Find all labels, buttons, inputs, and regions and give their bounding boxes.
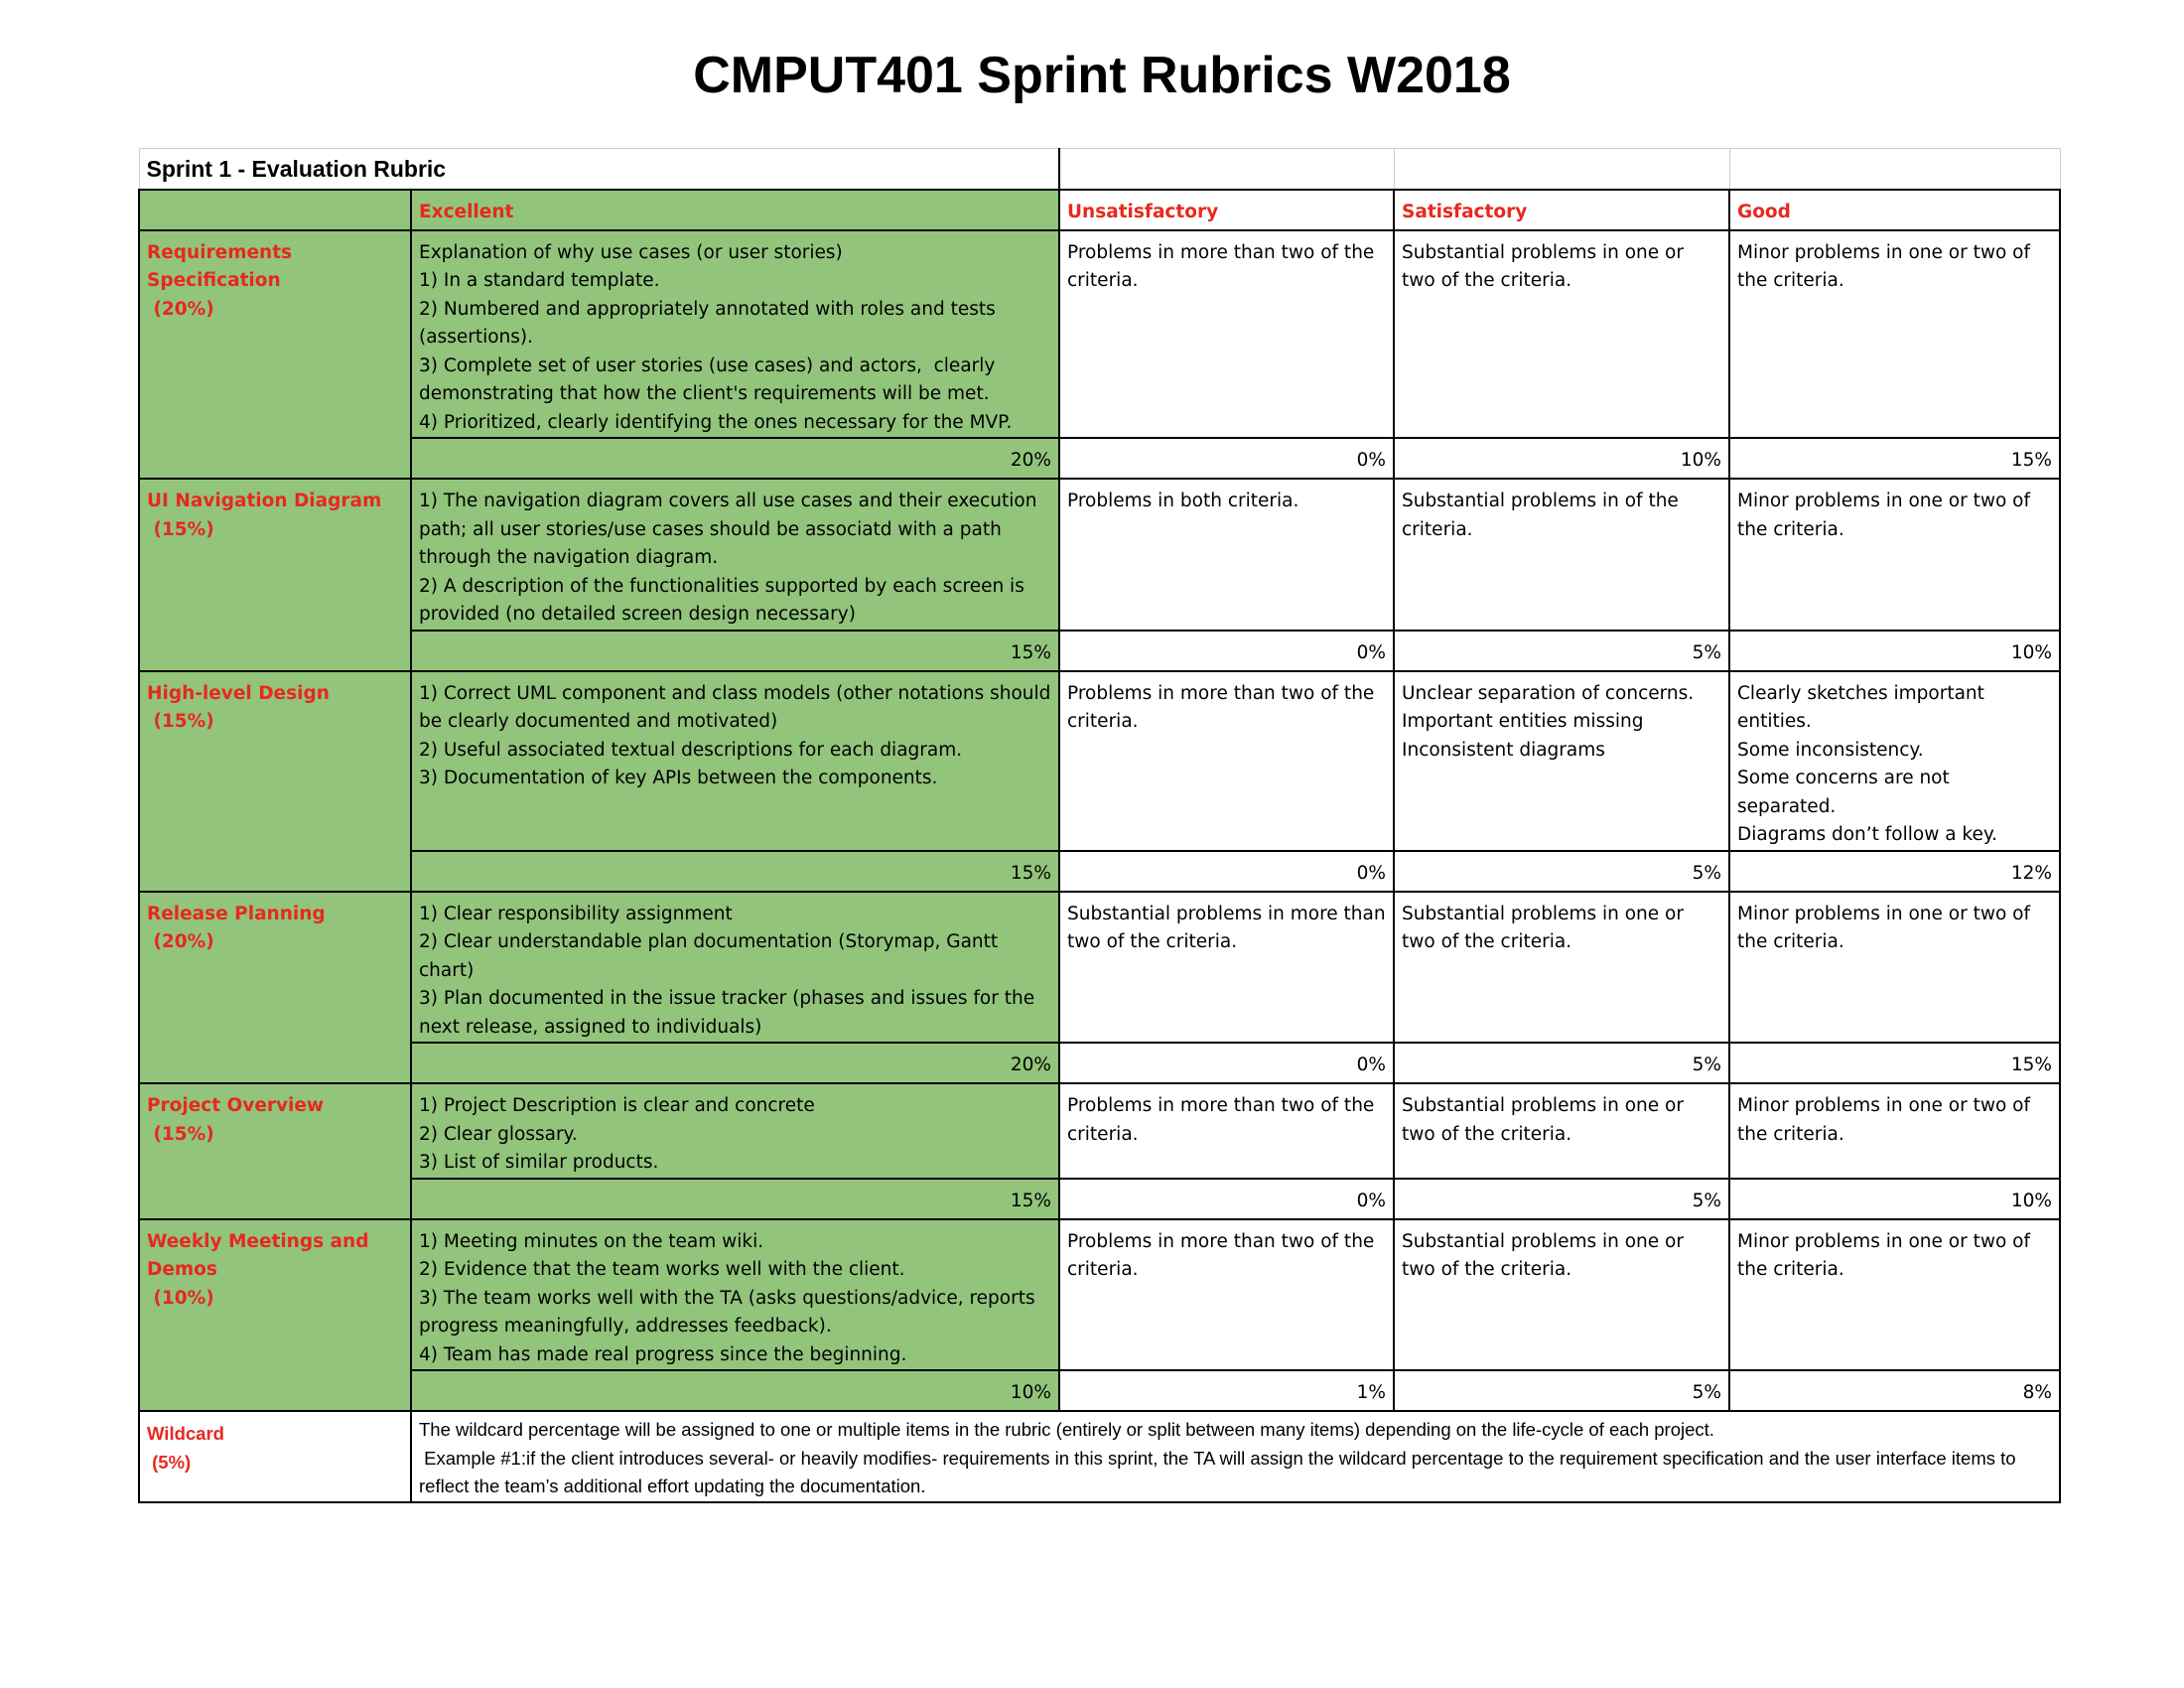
- excellent-line: 1) Clear responsibility assignment: [419, 903, 733, 924]
- wildcard-name-line: Wildcard: [147, 1423, 224, 1444]
- score-unsatisfactory: 0%: [1059, 631, 1394, 671]
- criterion-row: [139, 1083, 2060, 1179]
- excellent-description: [411, 892, 1059, 1044]
- satisfactory-description: [1394, 671, 1729, 851]
- criterion-name-line: Release Planning: [147, 903, 326, 924]
- criterion-name-line: Demos: [147, 1259, 217, 1280]
- score-good: 15%: [1729, 1043, 2060, 1083]
- score-satisfactory: 5%: [1394, 1370, 1729, 1411]
- score-excellent: 20%: [411, 438, 1059, 479]
- score-unsatisfactory: 0%: [1059, 1043, 1394, 1083]
- good-line: Some inconsistency.: [1737, 739, 1924, 761]
- criterion-row: [139, 671, 2060, 851]
- satisfactory-line: Inconsistent diagrams: [1402, 739, 1605, 761]
- score-good: 15%: [1729, 438, 2060, 479]
- unsatisfactory-description: Problems in more than two of the criteria.: [1059, 671, 1394, 851]
- score-excellent: 15%: [411, 631, 1059, 671]
- blank-header-cell: [1394, 149, 1729, 190]
- excellent-line: Explanation of why use cases (or user stories): [419, 241, 843, 263]
- unsatisfactory-description: Problems in more than two of the criteria.: [1059, 1083, 1394, 1179]
- wildcard-description: [411, 1411, 2060, 1502]
- criteria-header-cell: [139, 190, 411, 230]
- good-line: Minor problems in one or two of the criteria.: [1737, 903, 2036, 952]
- criterion-name: [139, 479, 411, 671]
- good-line: Some concerns are not separated.: [1737, 768, 1956, 817]
- column-header-good: Good: [1729, 190, 2060, 230]
- satisfactory-line: Unclear separation of concerns.: [1402, 682, 1695, 704]
- good-line: Minor problems in one or two of the criteria.: [1737, 491, 2036, 540]
- excellent-line: 3) Plan documented in the issue tracker (phases and issues for the next release, assigned to individuals): [419, 988, 1040, 1038]
- satisfactory-description: Substantial problems in one or two of the criteria.: [1394, 230, 1729, 439]
- score-excellent: 10%: [411, 1370, 1059, 1411]
- excellent-line: 2) Clear understandable plan documentation (Storymap, Gantt chart): [419, 931, 1005, 981]
- criterion-name: [139, 230, 411, 480]
- score-row: [139, 1043, 2060, 1083]
- criterion-name: [139, 892, 411, 1084]
- wildcard-name-line: (5%): [147, 1451, 192, 1473]
- criterion-row: [139, 892, 2060, 1044]
- excellent-line: 3) The team works well with the TA (asks questions/advice, reports progress meaningfully, addresses feedback).: [419, 1287, 1041, 1336]
- criterion-row: [139, 1219, 2060, 1371]
- criterion-row: [139, 479, 2060, 631]
- criterion-name-line: Requirements: [147, 241, 293, 263]
- section-title: Sprint 1 - Evaluation Rubric: [139, 149, 1059, 190]
- satisfactory-description: Substantial problems in one or two of the criteria.: [1394, 892, 1729, 1044]
- unsatisfactory-description: Problems in more than two of the criteria.: [1059, 230, 1394, 439]
- satisfactory-description: Substantial problems in of the criteria.: [1394, 479, 1729, 631]
- criterion-name-line: Specification: [147, 270, 281, 291]
- excellent-line: 1) In a standard template.: [419, 270, 660, 291]
- excellent-line: 4) Team has made real progress since the beginning.: [419, 1343, 907, 1365]
- score-satisfactory: 5%: [1394, 1179, 1729, 1219]
- excellent-line: 4) Prioritized, clearly identifying the ones necessary for the MVP.: [419, 411, 1013, 433]
- section-header-row: [139, 149, 2060, 190]
- excellent-description: [411, 230, 1059, 439]
- blank-header-cell: [1729, 149, 2060, 190]
- score-good: 8%: [1729, 1370, 2060, 1411]
- score-excellent: 15%: [411, 851, 1059, 892]
- criterion-name: [139, 1083, 411, 1219]
- criterion-name-line: UI Navigation Diagram: [147, 491, 382, 511]
- score-row: [139, 631, 2060, 671]
- page-title: CMPUT401 Sprint Rubrics W2018: [693, 47, 1511, 104]
- score-row: [139, 851, 2060, 892]
- excellent-line: 1) Meeting minutes on the team wiki.: [419, 1230, 764, 1252]
- excellent-line: 2) Useful associated textual descriptions for each diagram.: [419, 739, 963, 761]
- score-row: [139, 438, 2060, 479]
- satisfactory-description: Substantial problems in one or two of the criteria.: [1394, 1219, 1729, 1371]
- excellent-line: 3) List of similar products.: [419, 1152, 659, 1173]
- excellent-description: [411, 479, 1059, 631]
- unsatisfactory-description: Problems in more than two of the criteria.: [1059, 1219, 1394, 1371]
- satisfactory-line: Important entities missing: [1402, 711, 1644, 732]
- criterion-name-line: (15%): [147, 1123, 214, 1145]
- good-line: Minor problems in one or two of the criteria.: [1737, 241, 2036, 291]
- good-line: Minor problems in one or two of the criteria.: [1737, 1095, 2036, 1145]
- score-row: [139, 1179, 2060, 1219]
- criterion-name-line: Weekly Meetings and: [147, 1230, 369, 1252]
- excellent-description: [411, 1083, 1059, 1179]
- criterion-name: [139, 1219, 411, 1412]
- criterion-name-line: (10%): [147, 1287, 214, 1309]
- excellent-line: 1) Correct UML component and class models (other notations should be clearly documented and motivated): [419, 682, 1057, 732]
- good-description: [1729, 671, 2060, 851]
- good-description: [1729, 230, 2060, 439]
- wildcard-name: [139, 1411, 411, 1502]
- score-unsatisfactory: 1%: [1059, 1370, 1394, 1411]
- criterion-row: [139, 230, 2060, 439]
- unsatisfactory-description: Problems in both criteria.: [1059, 479, 1394, 631]
- good-line: Minor problems in one or two of the criteria.: [1737, 1230, 2036, 1280]
- criterion-name-line: Project Overview: [147, 1095, 325, 1116]
- unsatisfactory-description: Substantial problems in more than two of the criteria.: [1059, 892, 1394, 1044]
- excellent-description: [411, 1219, 1059, 1371]
- excellent-line: 2) Evidence that the team works well with the client.: [419, 1259, 905, 1280]
- score-unsatisfactory: 0%: [1059, 1179, 1394, 1219]
- rubric-table: [138, 148, 2061, 1503]
- excellent-line: 2) A description of the functionalities supported by each screen is provided (no detailed screen design necessary): [419, 575, 1030, 625]
- column-header-row: [139, 190, 2060, 230]
- score-row: [139, 1370, 2060, 1411]
- score-good: 12%: [1729, 851, 2060, 892]
- excellent-line: 2) Numbered and appropriately annotated with roles and tests (assertions).: [419, 298, 1002, 348]
- good-description: [1729, 1219, 2060, 1371]
- excellent-line: 1) Project Description is clear and concrete: [419, 1095, 815, 1116]
- score-unsatisfactory: 0%: [1059, 851, 1394, 892]
- criterion-name-line: (20%): [147, 931, 214, 952]
- criterion-name: [139, 671, 411, 892]
- score-excellent: 15%: [411, 1179, 1059, 1219]
- column-header-satisfactory: Satisfactory: [1394, 190, 1729, 230]
- column-header-excellent: Excellent: [411, 190, 1059, 230]
- wildcard-description-line: Example #1:if the client introduces several- or heavily modifies- requirements in this sprint, the TA will assign the wildcard percentage to the requirement specification and the user interface items to reflect the team’s additional effort updating the documentation.: [419, 1447, 2021, 1496]
- good-description: [1729, 892, 2060, 1044]
- score-satisfactory: 5%: [1394, 1043, 1729, 1083]
- score-unsatisfactory: 0%: [1059, 438, 1394, 479]
- excellent-line: 3) Documentation of key APIs between the components.: [419, 768, 938, 788]
- score-satisfactory: 10%: [1394, 438, 1729, 479]
- score-good: 10%: [1729, 1179, 2060, 1219]
- score-satisfactory: 5%: [1394, 631, 1729, 671]
- excellent-description: [411, 671, 1059, 851]
- good-description: [1729, 479, 2060, 631]
- wildcard-description-line: The wildcard percentage will be assigned to one or multiple items in the rubric (entirely or split between many items) depending on the life-cycle of each project.: [419, 1419, 1714, 1440]
- column-header-unsatisfactory: Unsatisfactory: [1059, 190, 1394, 230]
- score-good: 10%: [1729, 631, 2060, 671]
- excellent-line: 2) Clear glossary.: [419, 1123, 578, 1145]
- blank-header-cell: [1059, 149, 1394, 190]
- criterion-name-line: (20%): [147, 298, 214, 320]
- criterion-name-line: (15%): [147, 518, 214, 540]
- criterion-name-line: High-level Design: [147, 682, 330, 704]
- good-line: Diagrams don’t follow a key.: [1737, 824, 1998, 845]
- excellent-line: 1) The navigation diagram covers all use cases and their execution path; all user stories/use cases should be associatd with a path through the navigation diagram.: [419, 491, 1043, 568]
- score-satisfactory: 5%: [1394, 851, 1729, 892]
- wildcard-row: [139, 1411, 2060, 1502]
- criterion-name-line: (15%): [147, 711, 214, 732]
- excellent-line: 3) Complete set of user stories (use cases) and actors, clearly demonstrating that how the client's requirements will be met.: [419, 354, 1002, 404]
- satisfactory-description: Substantial problems in one or two of the criteria.: [1394, 1083, 1729, 1179]
- good-description: [1729, 1083, 2060, 1179]
- score-excellent: 20%: [411, 1043, 1059, 1083]
- good-line: Clearly sketches important entities.: [1737, 682, 1990, 732]
